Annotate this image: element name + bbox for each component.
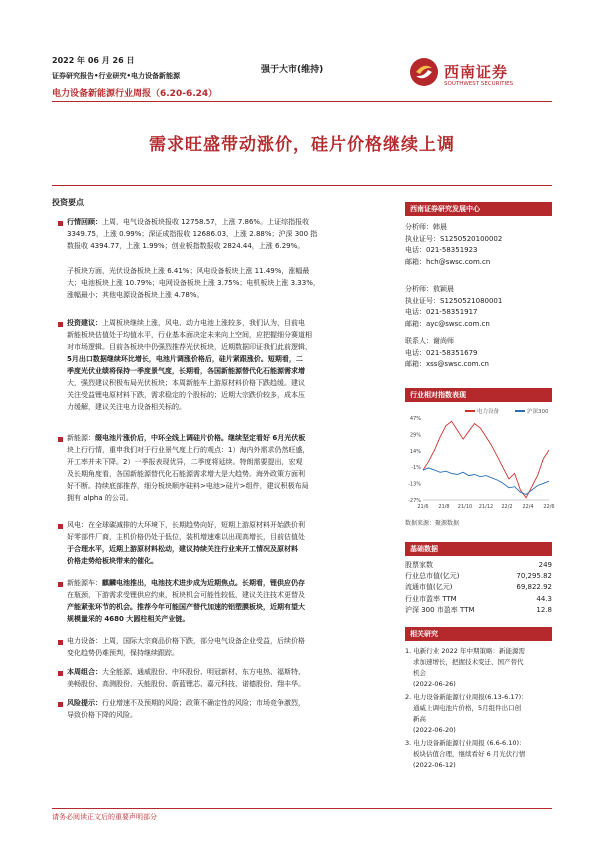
- related-line: 机会: [413, 669, 426, 677]
- logo-name-en: SOUTHWEST SECURITIES: [444, 81, 514, 87]
- text-line: 开工率并未下降。2）一季报表现优异，二季度将延续。特朗需要提出，宏观: [67, 458, 303, 466]
- bullet-marker: [58, 671, 63, 676]
- table-row: [405, 582, 552, 593]
- label-investment-advice: 投资建议：: [67, 319, 102, 327]
- text-line: 及长期角度看，各国新能源替代化石能源需求增大是大趋势。海外政策方面利: [67, 470, 305, 478]
- text-line: 涨幅最小；其他电源设备板块上涨 4.78%。: [67, 291, 204, 299]
- text-line: 产能紧张环节的机会。推荐今年可能国产替代加速的铝塑膜板块，近期有望大: [67, 603, 305, 611]
- portfolio-paragraph: [67, 666, 397, 690]
- related-line: 3. 电力设备新能源行业周报 (6.6-6.10)：: [405, 739, 526, 747]
- text-line: 麒麟电池推出，电池技术进步成为近期焦点。长期看，锂供应仍存: [102, 579, 305, 587]
- text-line: 行业增速不及预期的风险；政策不确定性的风险；市场竞争激烈，: [102, 699, 305, 707]
- label-market-review: 行情回顾：: [67, 218, 102, 226]
- text-line: 季度光伏业绩将保持一季度景气度，长期看，各国新能源替代化石能源需求增: [67, 367, 305, 375]
- row-label: 行业市盈率 TTM: [405, 594, 457, 603]
- y-tick-label: -1%: [411, 465, 421, 472]
- analyst-cert: 执业证号：S1250520100002: [405, 234, 503, 243]
- related-line: 求加速增长，把握技术变迁、国产替代: [413, 658, 524, 666]
- y-tick-label: 47%: [409, 416, 421, 422]
- power-equipment-paragraph: [67, 635, 397, 659]
- table-row: [405, 594, 552, 605]
- x-tick-label: 22/2: [501, 504, 513, 510]
- new-energy-paragraph: [67, 432, 397, 504]
- text-line: 上周板块继续上涨，风电、动力电池上涨较多，我们认为，目前电: [102, 319, 305, 327]
- risk-paragraph: [67, 697, 397, 721]
- y-tick-label: 29%: [409, 432, 421, 439]
- analyst-name: 分析师：敖颖晨: [405, 285, 454, 293]
- legend-label: 沪深300: [527, 409, 549, 415]
- related-line: 板块估值合理，继续看好 6 月光伏行情: [413, 750, 526, 758]
- y-tick-label: 14%: [409, 448, 421, 455]
- x-tick-label: 21/8: [438, 504, 450, 510]
- label-wind-power: 风电：: [67, 521, 88, 529]
- contact-phone: 电话：021-58351679: [405, 348, 478, 357]
- y-tick-label: -13%: [408, 481, 421, 488]
- label-risk: 风险提示：: [67, 699, 102, 707]
- text-line: 上周，国际大宗商品价格下跌，部分电气设备企业受益，后续价格: [102, 637, 305, 645]
- analyst-card: [405, 222, 502, 268]
- text-line: 缀电池片涨价后，中环全线上调硅片价格。继续坚定看好 6月光伏板: [95, 434, 306, 442]
- header-divider: [52, 101, 552, 102]
- text-line: 子板块方面，光伏设备板块上涨 6.41%；风电设备板块上涨 11.49%，涨幅最: [67, 267, 310, 275]
- text-line: 3349.75，上涨 0.99%；深证成指报收 12686.03，上涨 2.88%；沪深 300 指: [67, 230, 318, 238]
- bullet-marker: [58, 221, 63, 226]
- text-line: 变化趋势仍难预判，保持继续跟踪。: [67, 649, 179, 657]
- chart-section-header: 行业相对指数表现: [405, 388, 552, 402]
- title-divider: [52, 185, 552, 186]
- company-logo: [410, 58, 550, 92]
- legend-swatch: [465, 410, 475, 412]
- legend-swatch: [515, 410, 525, 412]
- contact-card: [405, 336, 489, 371]
- text-line: 块上行行情，重申我们对于行业景气度上行的观点：1）海内外需求仍然旺盛，: [67, 446, 310, 454]
- label-portfolio: 本周组合：: [67, 668, 102, 676]
- series-line: [423, 421, 549, 498]
- analyst-name: 分析师：韩晨: [405, 223, 447, 231]
- sub-sector-paragraph: [67, 265, 397, 301]
- text-line: 数报收 4394.77，上涨 1.99%；创业板指数报收 2824.44，上涨 6.29%。: [67, 242, 305, 250]
- contact-email[interactable]: 邮箱：xss@swsc.com.cn: [405, 360, 489, 368]
- bullet-marker: [58, 437, 63, 442]
- market-review-paragraph: [67, 216, 397, 252]
- related-line: 通威上调电池片价格，5月组件出口创: [413, 704, 522, 712]
- related-line: 新高: [413, 715, 426, 723]
- investment-advice-paragraph: [67, 317, 397, 413]
- x-tick-label: 21/6: [417, 504, 429, 510]
- text-line: 导致价格下降的风险。: [67, 711, 137, 719]
- text-line: 5月出口数据继续环比增长，电池片调涨价格后，硅片紧跟涨价。短期看，二: [67, 355, 303, 363]
- related-item[interactable]: [405, 738, 552, 771]
- nev-paragraph: [67, 577, 397, 625]
- row-value: 12.8: [536, 605, 552, 614]
- text-line: 好零部件厂商，主机价格仍处于低位，装机增速难以出现高增长，目前估值处: [67, 533, 305, 541]
- basic-data-table: [405, 560, 552, 616]
- text-line: 规模量采的 4680 大圆柱相关产业链。: [67, 615, 190, 623]
- relative-performance-chart: [405, 414, 555, 514]
- bullet-marker: [58, 524, 63, 529]
- label-power-equipment: 电力设备：: [67, 637, 102, 645]
- report-title: 需求旺盛带动涨价，硅片价格继续上调: [149, 135, 455, 155]
- footer-divider: [52, 808, 552, 809]
- x-tick-label: 22/4: [522, 504, 534, 510]
- related-date: (2022-06-26): [413, 680, 456, 688]
- label-new-energy: 新能源：: [67, 434, 95, 442]
- bullet-marker: [58, 322, 63, 327]
- analyst-card: [405, 284, 502, 330]
- row-value: 44.3: [536, 594, 552, 603]
- row-value: 249: [538, 561, 552, 569]
- basic-data-section-header: 基础数据: [405, 542, 552, 556]
- text-line: 拥有 alpha 的公司。: [67, 494, 133, 502]
- bullet-marker: [58, 582, 63, 587]
- related-item[interactable]: [405, 692, 552, 736]
- row-label: 沪深 300 市盈率 TTM: [405, 605, 475, 614]
- row-value: 70,295.82: [516, 572, 552, 581]
- analysts-section-header: 西南证券研究发展中心: [405, 202, 552, 216]
- analyst-cert: 执业证号：S1250521080001: [405, 296, 503, 305]
- label-nev: 新能源车：: [67, 579, 102, 587]
- bullet-marker: [58, 702, 63, 707]
- analyst-email[interactable]: 邮箱：ayc@swsc.com.cn: [405, 319, 490, 328]
- row-label: 股票家数: [405, 561, 433, 569]
- bullet-marker: [58, 640, 63, 645]
- text-line: 于合理水平，近期上游原材料松动，建议持续关注行业来开工情况及原材料: [67, 545, 298, 553]
- wind-power-paragraph: [67, 519, 397, 567]
- legend-label: 电力设备: [477, 409, 500, 415]
- text-line: 上周，电气设备板块报收 12758.57，上涨 7.86%。上证综指报收: [102, 218, 310, 226]
- row-label: 行业总市值(亿元): [405, 572, 460, 581]
- y-tick-label: -27%: [408, 498, 421, 504]
- report-name: 电力设备新能源行业周报（6.20-6.24）: [52, 89, 218, 99]
- table-row: [405, 605, 552, 616]
- text-line: 新能板块估值处于均值水平，行业基本面决定未来向上空间，应把握细分赛道相: [67, 331, 312, 339]
- contact-name: 联系人：谢尚师: [405, 337, 454, 345]
- related-line: 1. 电新行业 2022 年中期策略：新能源需: [405, 647, 525, 655]
- chart-source: 数据来源：聚源数据: [405, 520, 460, 527]
- disclaimer-notice[interactable]: 请务必阅读正文后的重要声明部分: [52, 813, 157, 821]
- x-tick-label: 21/12: [478, 504, 494, 510]
- analyst-email[interactable]: 邮箱：hch@swsc.com.cn: [405, 257, 491, 266]
- key-points-heading: 投资要点: [52, 198, 84, 207]
- related-item[interactable]: [405, 646, 552, 690]
- text-line: 好不断。持续底部推荐，细分板块顺序硅料>电池>硅片>组件，建议积极布局: [67, 482, 309, 490]
- analyst-phone: 电话：021-58351917: [405, 308, 478, 316]
- text-line: 大全能源、通威股份、中环股份、明冠新材、东方电热、福斯特、: [102, 668, 305, 676]
- table-row: [405, 571, 552, 582]
- x-tick-label: 22/6: [543, 504, 555, 510]
- text-line: 对市场逻辑。目前各板块中仍强烈推荐光伏板块，近期数据印证我们此前逻辑，: [67, 343, 312, 351]
- text-line: 在瓶颈，下游需求受锂供应约束，板块机会可能性较低，建议关注技术更替及: [67, 591, 305, 599]
- related-research-section-header: 相关研究: [405, 627, 552, 641]
- logo-name-cn: 西南证券: [444, 63, 509, 81]
- table-row: [405, 560, 552, 571]
- text-line: 力缓解，建议关注电力设备相关标的。: [67, 403, 186, 411]
- related-date: (2022-06-20): [413, 726, 456, 734]
- text-line: 大，强烈建议积极布局光伏板块；本周新能车上游原材料价格下跌趋缓。建议: [67, 379, 305, 387]
- analyst-phone: 电话：021-58351923: [405, 246, 478, 254]
- report-category: 证券研究报告•行业研究•电力设备新能源: [52, 72, 180, 80]
- text-line: 价格走势给板块带来的催化。: [67, 557, 158, 565]
- text-line: 在全球碳减排的大环境下，长期趋势向好，短期上游原材料开始跌价利: [88, 521, 305, 529]
- related-line: 2. 电力设备新能源行业周报(6.13-6.17)：: [405, 693, 528, 701]
- text-line: 关注受益锂电原材料下跌，需求稳定的个股标的；近期大宗跌价较多，成本压: [67, 391, 305, 399]
- text-line: 大；电池板块上涨 10.79%；电网设备板块上涨 3.75%；电机板块上涨 3.33%，: [67, 279, 320, 287]
- report-date: 2022 年 06 月 26 日: [52, 56, 135, 65]
- logo-icon: [410, 58, 438, 86]
- row-label: 流通市值(亿元): [405, 583, 453, 592]
- industry-rating: 强于大市(维持): [261, 65, 324, 75]
- related-date: (2022-06-12): [413, 761, 456, 769]
- text-line: 美畅股份、高测股份、天能股份、蔚蓝锂芯、嘉元科技、诺德股份、翔丰华。: [67, 680, 305, 688]
- row-value: 69,822.92: [516, 583, 552, 592]
- x-tick-label: 21/10: [457, 504, 473, 510]
